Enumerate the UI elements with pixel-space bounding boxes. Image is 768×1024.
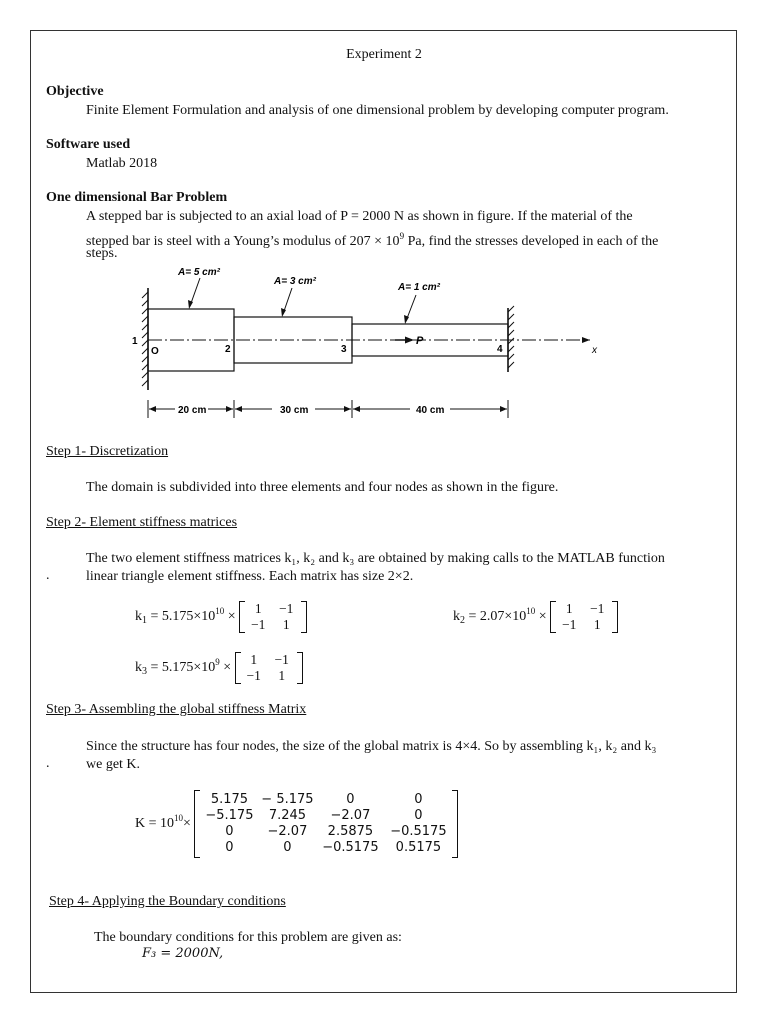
matrix-cell: 0 [414, 792, 423, 807]
matrix-cell: 0 [283, 840, 292, 855]
objective-heading: Objective [46, 84, 104, 99]
matrix-cell: 0 [346, 792, 355, 807]
step-3-line-1: Since the structure has four nodes, the size of the global matrix is 4×4. So by assembling k₁, k₂ and k₃ [86, 739, 657, 754]
matrix-cell: 5.175 [210, 792, 249, 807]
step-2-line-1: The two element stiffness matrices k₁, k₂ and k₃ are obtained by making calls to the MATLAB function [86, 551, 665, 566]
load-arrowhead [405, 337, 414, 344]
global-stiffness-equation: $K = 10^{10}\times$ 5.175 − 5.175 0 0 −5.175 7.245 −2.07 0 0 −2.07 2.5875 −0.5175 0 0 −0.5175 0.5175 [135, 790, 458, 858]
step-2-heading: Step 2- Element stiffness matrices [46, 515, 238, 530]
area-3-label: A= 1 cm² [398, 282, 440, 293]
step-3-bullet: . [46, 756, 50, 771]
k3-matrix: 1 −1 −1 1 [235, 652, 303, 684]
left-wall-hatch [142, 292, 148, 386]
origin-label: O [151, 346, 159, 357]
page-title: Experiment 2 [346, 47, 422, 62]
node-2-label: 2 [225, 344, 231, 355]
step-4-heading: Step 4- Applying the Boundary conditions [49, 894, 286, 909]
step-3-line-2: we get K. [86, 757, 141, 772]
dim-30cm: 30 cm [280, 405, 309, 416]
k1-equation: $k_1 = 5.175\times 10^{10}$ × 1 −1 −1 1 [135, 601, 307, 633]
matrix-cell: 0 [414, 808, 423, 823]
matrix-cell: −5.175 [205, 808, 254, 823]
dim-40cm: 40 cm [416, 405, 445, 416]
matrix-cell: 0.5175 [395, 840, 442, 855]
step-1-text: The domain is subdivided into three elements and four nodes as shown in the figure. [86, 480, 559, 495]
matrix-cell: 0 [225, 840, 234, 855]
global-stiffness-matrix [194, 790, 458, 858]
step-2-line-2: linear triangle element stiffness. Each matrix has size 2×2. [86, 569, 414, 584]
boundary-condition: F₃ = 2000N, [142, 946, 224, 961]
problem-line-1: A stepped bar is subjected to an axial load of P = 2000 N as shown in figure. If the material of the [86, 209, 633, 224]
k2-matrix: 1 −1 −1 1 [550, 601, 618, 633]
matrix-cell: −2.07 [330, 808, 371, 823]
matrix-cell: −2.07 [267, 824, 308, 839]
software-heading: Software used [46, 137, 131, 152]
x-axis-arrow [582, 337, 590, 343]
matrix-cell: 2.5875 [327, 824, 374, 839]
area-1-label: A= 5 cm² [178, 268, 220, 278]
k3-equation: $k_3 = 5.175\times 10^9$ × 1 −1 −1 1 [135, 652, 303, 684]
axis-label: x [592, 345, 597, 356]
area-2-label: A= 3 cm² [274, 276, 316, 287]
stepped-bar-figure [120, 268, 610, 428]
objective-text: Finite Element Formulation and analysis of one dimensional problem by developing computer program. [86, 103, 669, 118]
k2-equation: $k_2 = 2.07\times 10^{10}$ × 1 −1 −1 1 [453, 601, 618, 633]
matrix-cell: −0.5175 [322, 840, 379, 855]
step-2-bullet: . [46, 568, 50, 583]
k1-matrix: 1 −1 −1 1 [239, 601, 307, 633]
node-3-label: 3 [341, 344, 347, 355]
matrix-cell: 0 [225, 824, 234, 839]
step-1-heading: Step 1- Discretization [46, 444, 169, 459]
node-1-label: 1 [132, 336, 138, 347]
right-wall-hatch [508, 306, 514, 368]
matrix-cell: −0.5175 [390, 824, 447, 839]
problem-heading: One dimensional Bar Problem [46, 190, 228, 205]
dim-20cm: 20 cm [178, 405, 207, 416]
step-4-text: The boundary conditions for this problem are given as: [94, 930, 402, 945]
matrix-cell: − 5.175 [261, 792, 314, 807]
step-3-heading: Step 3- Assembling the global stiffness Matrix [46, 702, 307, 717]
node-4-label: 4 [497, 344, 503, 355]
load-label: P [416, 335, 424, 347]
problem-line-3: steps. [86, 246, 118, 261]
global-matrix-grid [200, 792, 452, 856]
problem-line-2: stepped bar is steel with a Young’s modulus of $207 \times 10^9$ Pa, find the stresses developed in each of the [86, 231, 659, 249]
matrix-cell: 7.245 [268, 808, 307, 823]
software-text: Matlab 2018 [86, 156, 158, 171]
